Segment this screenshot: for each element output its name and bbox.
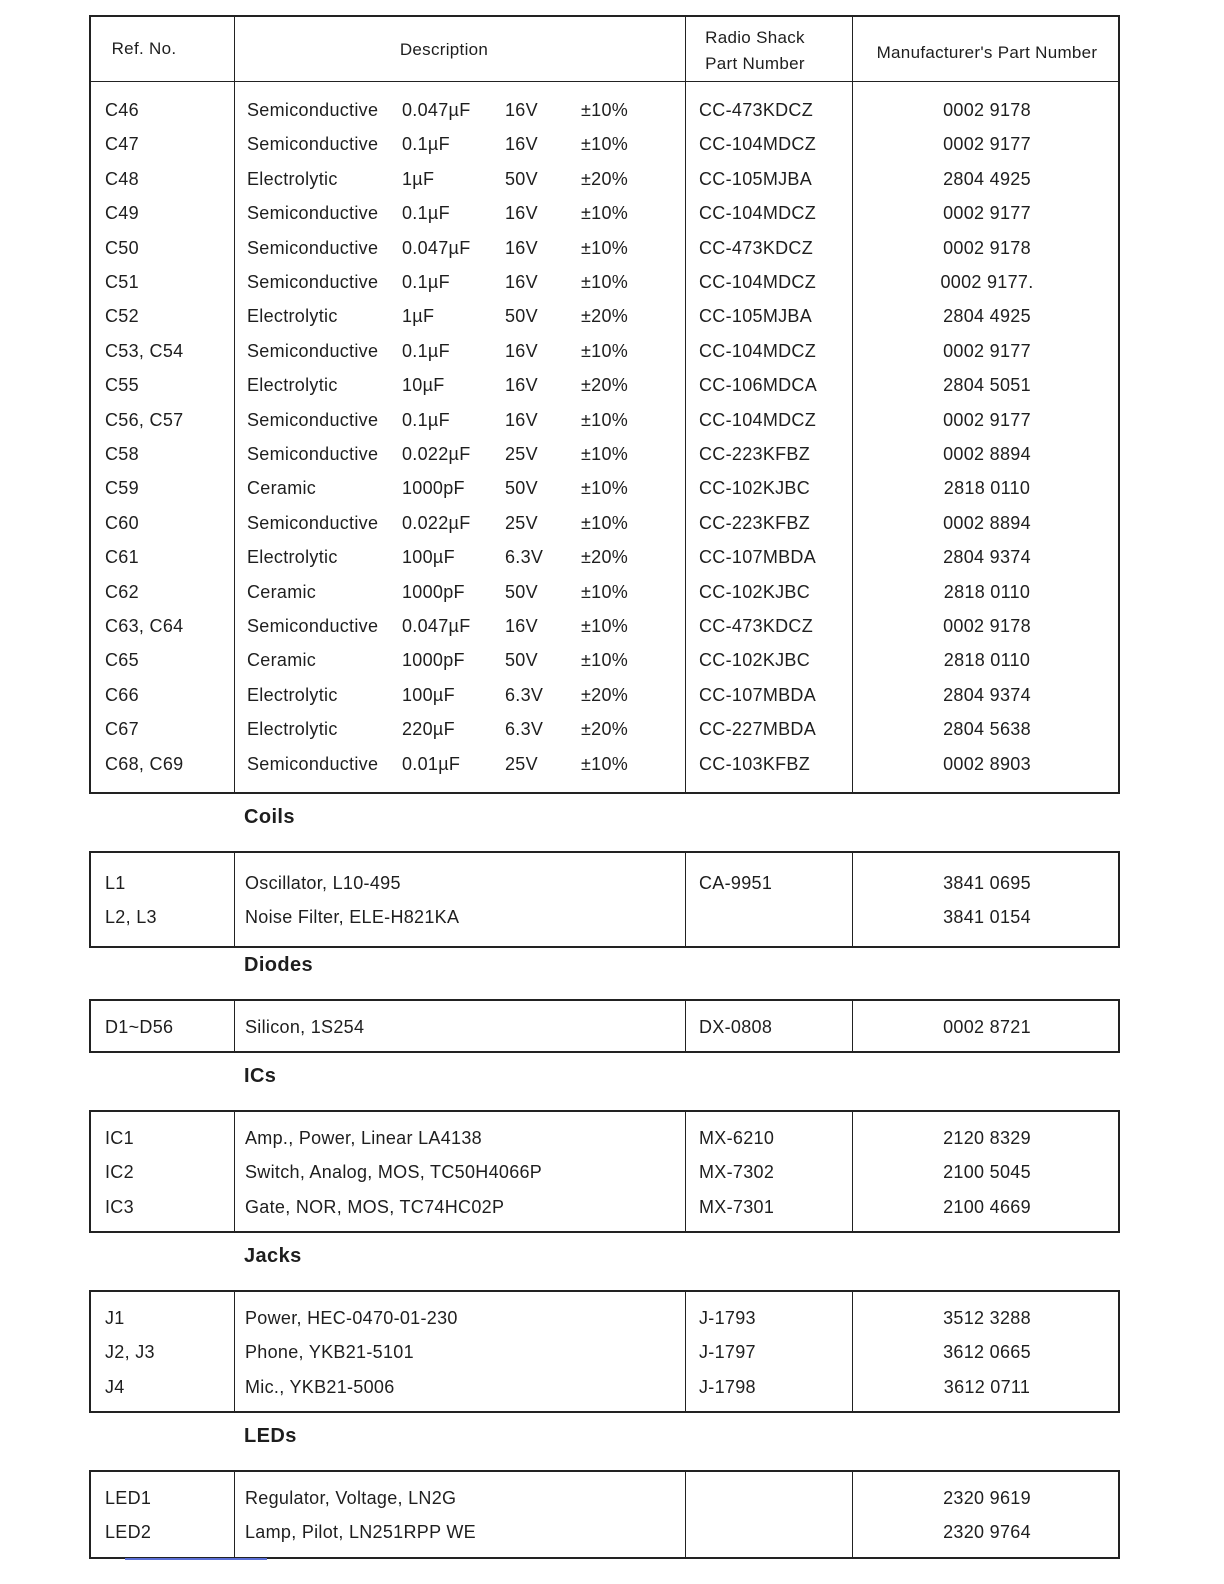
ref-cell: L2, L3 (105, 907, 157, 928)
manufacturer-part-cell: 2804 5638 (943, 719, 1031, 740)
description-cell: Switch, Analog, MOS, TC50H4066P (245, 1162, 543, 1183)
voltage-cell: 16V (505, 100, 538, 120)
tolerance-cell: ±20% (581, 547, 629, 568)
table-row (91, 1300, 1118, 1334)
description-cell: Phone, YKB21-5101 (245, 1342, 414, 1363)
description-cell: Gate, NOR, MOS, TC74HC02P (245, 1196, 505, 1217)
type-cell: Semiconductive (247, 616, 379, 636)
ref-cell: C63, C64 (105, 616, 184, 636)
radio-shack-part-cell: CC-103KFBZ (699, 753, 811, 774)
ref-cell: C53, C54 (105, 340, 184, 361)
table-row (91, 899, 1118, 933)
tolerance-cell: ±10% (581, 616, 629, 636)
type-cell: Semiconductive (247, 444, 379, 464)
ref-cell: C65 (105, 650, 139, 671)
radio-shack-part-cell: CC-104MDCZ (699, 272, 817, 292)
value-cell: 100µF (402, 547, 455, 568)
description-cell: Mic., YKB21-5006 (245, 1376, 395, 1397)
voltage-cell: 50V (505, 650, 538, 671)
voltage-cell: 16V (505, 134, 538, 155)
manufacturer-part-cell: 0002 9177 (943, 340, 1031, 361)
manufacturer-part-cell: 2804 9374 (943, 684, 1031, 705)
radio-shack-part-cell: CC-473KDCZ (699, 100, 814, 120)
radio-shack-part-cell: CC-107MBDA (699, 547, 817, 568)
table-row (91, 92, 1118, 126)
tolerance-cell: ±10% (581, 409, 629, 430)
ref-cell: C59 (105, 478, 139, 499)
radio-shack-part-cell: CC-223KFBZ (699, 512, 811, 533)
type-cell: Semiconductive (247, 512, 379, 533)
radio-shack-part-cell: CC-106MDCA (699, 375, 818, 396)
table-row (91, 505, 1118, 539)
manufacturer-part-cell: 0002 9177. (940, 272, 1034, 292)
table-row (91, 195, 1118, 229)
value-cell: 0.022µF (402, 444, 471, 464)
voltage-cell: 6.3V (505, 719, 544, 740)
table-row (91, 1154, 1118, 1188)
table-row (91, 711, 1118, 745)
description-cell: Oscillator, L10-495 (245, 873, 401, 893)
tolerance-cell: ±10% (581, 581, 629, 602)
table-row (91, 333, 1118, 367)
voltage-cell: 6.3V (505, 684, 544, 705)
radio-shack-part-cell: MX-6210 (699, 1128, 775, 1148)
header-radio-shack-part-number (685, 25, 825, 77)
ref-cell: C47 (105, 134, 139, 155)
radio-shack-part-cell: CC-223KFBZ (699, 444, 811, 464)
type-cell: Semiconductive (247, 753, 379, 774)
tolerance-cell: ±10% (581, 340, 629, 361)
radio-shack-part-cell: CC-105MJBA (699, 168, 813, 189)
header-manufacturer-part-number: Manufacturer's Part Number (876, 43, 1098, 62)
radio-shack-part-cell: MX-7302 (699, 1162, 775, 1183)
radio-shack-part-cell: CC-473KDCZ (699, 237, 814, 258)
manufacturer-part-cell: 0002 8903 (943, 753, 1031, 774)
section-title: Diodes (244, 954, 314, 976)
radio-shack-part-cell: CC-104MDCZ (699, 134, 817, 155)
tolerance-cell: ±10% (581, 237, 629, 258)
value-cell: 1000pF (402, 581, 465, 602)
section-title: ICs (244, 1065, 277, 1087)
manufacturer-part-cell: 0002 9178 (943, 237, 1031, 258)
ref-cell: C58 (105, 444, 139, 464)
table-row (91, 402, 1118, 436)
tolerance-cell: ±10% (581, 478, 629, 499)
table-row (91, 574, 1118, 608)
tolerance-cell: ±10% (581, 512, 629, 533)
table-row (91, 1514, 1118, 1548)
ref-cell: IC1 (105, 1128, 134, 1148)
manufacturer-part-cell: 2818 0110 (943, 650, 1031, 671)
manufacturer-part-cell: 0002 8894 (943, 512, 1031, 533)
value-cell: 220µF (402, 719, 455, 740)
value-cell: 0.022µF (402, 512, 471, 533)
capacitor-parts-table (89, 15, 1120, 794)
voltage-cell: 16V (505, 616, 538, 636)
manufacturer-part-cell: 2804 9374 (943, 547, 1031, 568)
description-cell: Power, HEC-0470-01-230 (245, 1308, 458, 1328)
table-row (91, 1334, 1118, 1368)
radio-shack-part-cell: CC-102KJBC (699, 478, 811, 499)
type-cell: Semiconductive (247, 237, 379, 258)
radio-shack-part-cell: CA-9951 (699, 873, 773, 893)
manufacturer-part-cell: 2804 4925 (943, 306, 1031, 327)
ref-cell: C61 (105, 547, 139, 568)
value-cell: 0.1µF (402, 203, 450, 224)
manufacturer-part-cell: 0002 9178 (943, 616, 1031, 636)
type-cell: Semiconductive (247, 100, 379, 120)
description-cell: Regulator, Voltage, LN2G (245, 1488, 457, 1508)
ref-cell: C48 (105, 168, 139, 189)
section-table (89, 851, 1120, 948)
type-cell: Electrolytic (247, 547, 338, 568)
manufacturer-part-cell: 0002 9178 (943, 100, 1031, 120)
type-cell: Ceramic (247, 478, 317, 499)
footer-rule (125, 1558, 267, 1560)
radio-shack-part-cell: CC-104MDCZ (699, 340, 817, 361)
value-cell: 0.047µF (402, 237, 471, 258)
ref-cell: IC3 (105, 1196, 134, 1217)
table-row (91, 865, 1118, 899)
voltage-cell: 6.3V (505, 547, 544, 568)
header-radio-shack-line2: Part Number (705, 54, 805, 73)
radio-shack-part-cell: J-1797 (699, 1342, 756, 1363)
voltage-cell: 25V (505, 444, 538, 464)
table-row (91, 470, 1118, 504)
value-cell: 0.01µF (402, 753, 461, 774)
table-row (91, 161, 1118, 195)
section-title: LEDs (244, 1425, 297, 1447)
type-cell: Semiconductive (247, 409, 379, 430)
radio-shack-part-cell: CC-104MDCZ (699, 203, 817, 224)
header-description: Description (399, 40, 489, 59)
type-cell: Semiconductive (247, 134, 379, 155)
value-cell: 100µF (402, 684, 455, 705)
ref-cell: C51 (105, 272, 139, 292)
type-cell: Electrolytic (247, 684, 338, 705)
manufacturer-part-cell: 0002 9177 (943, 409, 1031, 430)
value-cell: 1µF (402, 306, 435, 327)
value-cell: 0.1µF (402, 272, 450, 292)
voltage-cell: 16V (505, 203, 538, 224)
ref-cell: C50 (105, 237, 139, 258)
section-title: Coils (244, 806, 295, 828)
ref-cell: J2, J3 (105, 1342, 155, 1363)
voltage-cell: 16V (505, 375, 538, 396)
description-cell: Silicon, 1S254 (245, 1017, 365, 1037)
voltage-cell: 50V (505, 306, 538, 327)
value-cell: 0.1µF (402, 409, 450, 430)
ref-cell: C49 (105, 203, 139, 224)
ref-cell: J1 (105, 1308, 125, 1328)
tolerance-cell: ±20% (581, 684, 629, 705)
radio-shack-part-cell: J-1793 (699, 1308, 756, 1328)
ref-cell: C62 (105, 581, 139, 602)
table-row (91, 539, 1118, 573)
voltage-cell: 16V (505, 237, 538, 258)
value-cell: 0.1µF (402, 340, 450, 361)
section-table (89, 1290, 1120, 1413)
description-cell: Amp., Power, Linear LA4138 (245, 1128, 482, 1148)
radio-shack-part-cell: DX-0808 (699, 1017, 773, 1037)
radio-shack-part-cell: MX-7301 (699, 1196, 775, 1217)
radio-shack-part-cell: CC-102KJBC (699, 650, 811, 671)
manufacturer-part-cell: 0002 9177 (943, 203, 1031, 224)
type-cell: Semiconductive (247, 203, 379, 224)
manufacturer-part-cell: 3841 0695 (943, 873, 1031, 893)
manufacturer-part-cell: 2320 9764 (943, 1522, 1031, 1543)
table-row (91, 608, 1118, 642)
table-row (91, 1480, 1118, 1514)
section-table (89, 1470, 1120, 1559)
header-divider (91, 81, 1118, 82)
tolerance-cell: ±20% (581, 375, 629, 396)
table-row (91, 746, 1118, 780)
manufacturer-part-cell: 0002 8721 (943, 1017, 1031, 1037)
radio-shack-part-cell: CC-227MBDA (699, 719, 817, 740)
tolerance-cell: ±10% (581, 134, 629, 155)
tolerance-cell: ±10% (581, 100, 629, 120)
value-cell: 0.1µF (402, 134, 450, 155)
manufacturer-part-cell: 0002 8894 (943, 444, 1031, 464)
table-row (91, 126, 1118, 160)
table-row (91, 298, 1118, 332)
radio-shack-part-cell: CC-107MBDA (699, 684, 817, 705)
tolerance-cell: ±10% (581, 753, 629, 774)
description-cell: Noise Filter, ELE-H821KA (245, 907, 460, 928)
radio-shack-part-cell: CC-102KJBC (699, 581, 811, 602)
voltage-cell: 16V (505, 340, 538, 361)
ref-cell: LED1 (105, 1488, 152, 1508)
tolerance-cell: ±20% (581, 306, 629, 327)
manufacturer-part-cell: 2320 9619 (943, 1488, 1031, 1508)
radio-shack-part-cell: CC-104MDCZ (699, 409, 817, 430)
ref-cell: C56, C57 (105, 409, 184, 430)
ref-cell: C60 (105, 512, 139, 533)
ref-cell: J4 (105, 1376, 125, 1397)
type-cell: Electrolytic (247, 719, 338, 740)
type-cell: Electrolytic (247, 306, 338, 327)
type-cell: Ceramic (247, 581, 317, 602)
value-cell: 1µF (402, 168, 435, 189)
tolerance-cell: ±20% (581, 168, 629, 189)
value-cell: 10µF (402, 375, 445, 396)
table-row (91, 677, 1118, 711)
manufacturer-part-cell: 3612 0711 (943, 1376, 1031, 1397)
ref-cell: L1 (105, 873, 126, 893)
radio-shack-part-cell: CC-105MJBA (699, 306, 813, 327)
voltage-cell: 25V (505, 753, 538, 774)
tolerance-cell: ±10% (581, 272, 629, 292)
value-cell: 0.047µF (402, 100, 471, 120)
manufacturer-part-cell: 2818 0110 (943, 478, 1031, 499)
value-cell: 1000pF (402, 478, 465, 499)
tolerance-cell: ±20% (581, 719, 629, 740)
ref-cell: C46 (105, 100, 139, 120)
header-radio-shack-line1: Radio Shack (705, 28, 805, 47)
tolerance-cell: ±10% (581, 203, 629, 224)
manufacturer-part-cell: 2100 5045 (943, 1162, 1031, 1183)
table-row (91, 1009, 1118, 1043)
tolerance-cell: ±10% (581, 650, 629, 671)
table-row (91, 230, 1118, 264)
manufacturer-part-cell: 3841 0154 (943, 907, 1031, 928)
section-table (89, 999, 1120, 1053)
voltage-cell: 25V (505, 512, 538, 533)
table-row (91, 642, 1118, 676)
type-cell: Electrolytic (247, 375, 338, 396)
manufacturer-part-cell: 0002 9177 (943, 134, 1031, 155)
ref-cell: IC2 (105, 1162, 134, 1183)
ref-cell: C66 (105, 684, 139, 705)
header-ref-no: Ref. No. (111, 39, 177, 58)
section-table (89, 1110, 1120, 1233)
value-cell: 1000pF (402, 650, 465, 671)
ref-cell: LED2 (105, 1522, 152, 1543)
table-row (91, 1189, 1118, 1223)
ref-cell: C55 (105, 375, 139, 396)
voltage-cell: 50V (505, 478, 538, 499)
table-row (91, 1369, 1118, 1403)
voltage-cell: 50V (505, 168, 538, 189)
ref-cell: D1~D56 (105, 1017, 174, 1037)
ref-cell: C67 (105, 719, 139, 740)
manufacturer-part-cell: 3512 3288 (943, 1308, 1031, 1328)
table-row (91, 367, 1118, 401)
voltage-cell: 16V (505, 409, 538, 430)
type-cell: Electrolytic (247, 168, 338, 189)
type-cell: Semiconductive (247, 272, 379, 292)
type-cell: Semiconductive (247, 340, 379, 361)
radio-shack-part-cell: J-1798 (699, 1376, 756, 1397)
description-cell: Lamp, Pilot, LN251RPP WE (245, 1522, 476, 1543)
ref-cell: C68, C69 (105, 753, 184, 774)
voltage-cell: 16V (505, 272, 538, 292)
manufacturer-part-cell: 2804 4925 (943, 168, 1031, 189)
manufacturer-part-cell: 2120 8329 (943, 1128, 1031, 1148)
manufacturer-part-cell: 2100 4669 (943, 1196, 1031, 1217)
radio-shack-part-cell: CC-473KDCZ (699, 616, 814, 636)
type-cell: Ceramic (247, 650, 317, 671)
tolerance-cell: ±10% (581, 444, 629, 464)
ref-cell: C52 (105, 306, 139, 327)
manufacturer-part-cell: 2804 5051 (943, 375, 1031, 396)
manufacturer-part-cell: 2818 0110 (943, 581, 1031, 602)
table-row (91, 1120, 1118, 1154)
value-cell: 0.047µF (402, 616, 471, 636)
table-row (91, 264, 1118, 298)
section-title: Jacks (244, 1245, 302, 1267)
table-row (91, 436, 1118, 470)
voltage-cell: 50V (505, 581, 538, 602)
manufacturer-part-cell: 3612 0665 (943, 1342, 1031, 1363)
